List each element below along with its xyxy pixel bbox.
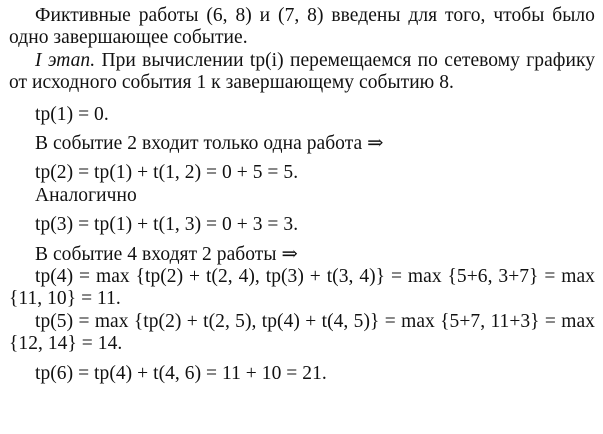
equation-tp1: tp(1) = 0.	[35, 103, 109, 125]
equation-tp6: tp(6) = tp(4) + t(4, 6) = 11 + 10 = 21.	[35, 362, 327, 384]
paragraph-event-4: В событие 4 входят 2 работы ⇒	[35, 243, 298, 265]
stage-text: При вычислении tp(i) перемещаемся по сетевому графику от исходного события 1 к завершающему событию 8.	[9, 49, 595, 94]
equation-tp3: tp(3) = tp(1) + t(1, 3) = 0 + 3 = 3.	[35, 214, 299, 236]
paragraph-stage-one	[9, 50, 595, 95]
equation-tp5: tp(5) = max {tp(2) + t(2, 5), tp(4) + t(4, 5)} = max {5+7, 11+3} = max {12, 14} = 14.	[9, 310, 595, 355]
equation-tp2: tp(2) = tp(1) + t(1, 2) = 0 + 5 = 5.	[35, 162, 299, 184]
paragraph-fictitious-works: Фиктивные работы (6, 8) и (7, 8) введены для того, чтобы было одно завершающее событие.	[9, 5, 595, 49]
paragraph-similarly: Аналогично	[35, 184, 137, 206]
equation-tp4: tp(4) = max {tp(2) + t(2, 4), tp(3) + t(3, 4)} = max {5+6, 3+7} = max {11, 10} = 11.	[9, 266, 595, 310]
paragraph-event-2: В событие 2 входит только одна работа ⇒	[35, 133, 384, 155]
stage-label: I этап.	[35, 49, 96, 71]
